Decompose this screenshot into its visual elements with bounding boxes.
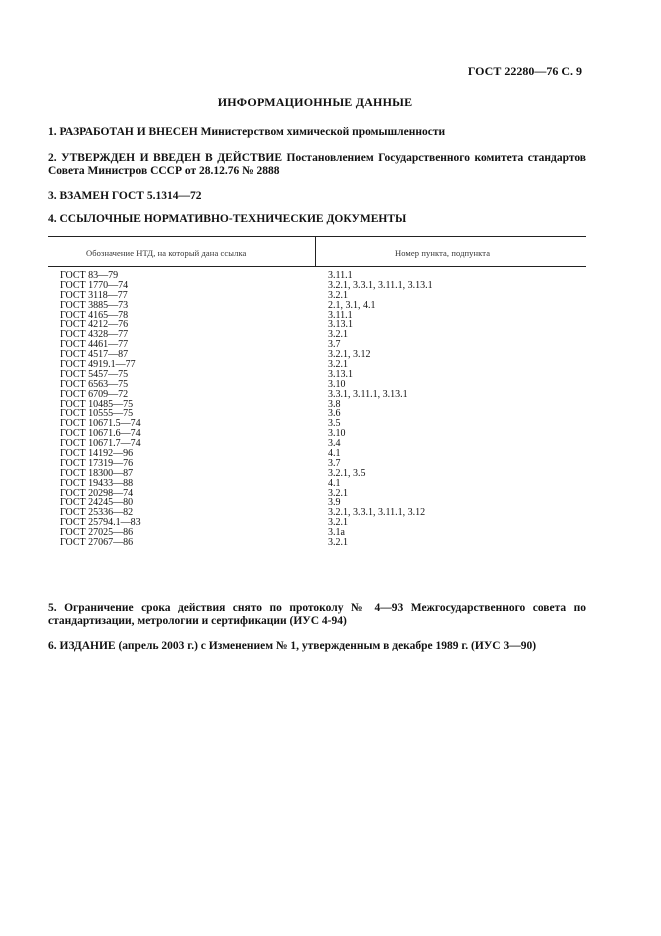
clause-cell: 3.2.1 (328, 359, 348, 371)
item-number: 6. (48, 640, 57, 652)
table-header-rule (48, 266, 586, 267)
document-cell: ГОСТ 25794.1—83 (60, 517, 141, 529)
table-top-rule (48, 236, 586, 237)
item-number: 3. (48, 190, 57, 202)
table-row (48, 301, 586, 311)
document-cell: ГОСТ 6563—75 (60, 378, 129, 390)
document-cell: ГОСТ 1770—74 (60, 279, 129, 291)
clause-cell: 3.2.1, 3.5 (328, 467, 366, 479)
table-row (48, 330, 586, 340)
clause-cell: 3.2.1 (328, 289, 348, 301)
clause-cell: 3.13.1 (328, 368, 353, 380)
clause-cell: 3.13.1 (328, 319, 353, 331)
document-cell: ГОСТ 10671.7—74 (60, 438, 141, 450)
clause-cell: 3.2.1 (328, 537, 348, 549)
document-cell: ГОСТ 24245—80 (60, 497, 134, 509)
document-cell: ГОСТ 4461—77 (60, 339, 129, 351)
clause-cell: 3.11.1 (328, 270, 353, 281)
page-title: ИНФОРМАЦИОННЫЕ ДАННЫЕ (217, 95, 413, 109)
clause-cell: 4.1 (328, 477, 341, 489)
info-item-1 (48, 126, 586, 139)
table-row (48, 360, 586, 370)
document-cell: ГОСТ 25336—82 (60, 507, 134, 519)
item-text: УТВЕРЖДЕН И ВВЕДЕН В ДЕЙСТВИЕ Постановлением Государственного комитета стандартов Совета Министров СССР от 28.12.76 № 2888 (48, 152, 586, 177)
item-text: Ограничение срока действия снято по протоколу № 4—93 Межгосударственного совета по стандартизации, метрологии и сертификации (ИУС 4-94) (48, 602, 587, 627)
clause-cell: 2.1, 3.1, 4.1 (328, 299, 376, 311)
clause-cell: 3.2.1 (328, 487, 348, 499)
clause-cell: 3.3.1, 3.11.1, 3.13.1 (328, 388, 408, 400)
table-header-clause: Номер пункта, подпункта (395, 248, 491, 258)
clause-cell: 3.5 (328, 418, 341, 430)
info-item-4 (48, 213, 586, 226)
document-cell: ГОСТ 4328—77 (60, 329, 129, 341)
document-cell: ГОСТ 6709—72 (60, 388, 129, 400)
clause-cell: 3.2.1 (328, 517, 348, 529)
clause-cell: 3.2.1, 3.3.1, 3.11.1, 3.12 (328, 507, 426, 519)
item-number: 2. (48, 152, 57, 164)
table-row (48, 320, 586, 330)
info-item-3 (48, 190, 586, 203)
document-cell: ГОСТ 4212—76 (60, 319, 129, 331)
clause-cell: 3.7 (328, 457, 341, 469)
table-row (48, 370, 586, 380)
document-cell: ГОСТ 4919.1—77 (60, 359, 136, 371)
table-header-divider (315, 236, 316, 266)
document-cell: ГОСТ 20298—74 (60, 487, 134, 499)
info-item-2 (48, 152, 586, 178)
document-cell: ГОСТ 27025—86 (60, 527, 134, 539)
item-text: ССЫЛОЧНЫЕ НОРМАТИВНО-ТЕХНИЧЕСКИЕ ДОКУМЕНТЫ (59, 213, 407, 225)
document-cell: ГОСТ 83—79 (60, 270, 119, 281)
document-cell: ГОСТ 3118—77 (60, 289, 128, 301)
document-cell: ГОСТ 17319—76 (60, 457, 134, 469)
item-text: ИЗДАНИЕ (апрель 2003 г.) с Изменением № 1, утвержденным в декабре 1989 г. (ИУС 3—90) (59, 640, 537, 652)
clause-cell: 4.1 (328, 448, 341, 460)
table-row (48, 340, 586, 350)
document-cell: ГОСТ 19433—88 (60, 477, 134, 489)
clause-cell: 3.10 (328, 378, 346, 390)
table-row (48, 380, 586, 390)
item-number: 5. (48, 602, 57, 614)
document-cell: ГОСТ 10485—75 (60, 398, 134, 410)
clause-cell: 3.6 (328, 408, 341, 420)
document-cell: ГОСТ 27067—86 (60, 537, 134, 549)
document-cell: ГОСТ 10671.6—74 (60, 428, 141, 440)
clause-cell: 3.8 (328, 398, 341, 410)
clause-cell: 3.2.1 (328, 329, 348, 341)
table-row (48, 281, 586, 291)
info-item-6 (48, 640, 586, 653)
clause-cell: 3.10 (328, 428, 346, 440)
document-cell: ГОСТ 5457—75 (60, 368, 129, 380)
document-cell: ГОСТ 10555—75 (60, 408, 134, 420)
clause-cell: 3.11.1 (328, 309, 353, 321)
table-row (48, 291, 586, 301)
table-row (48, 271, 586, 281)
document-cell: ГОСТ 14192—96 (60, 448, 134, 460)
clause-cell: 3.9 (328, 497, 341, 509)
item-number: 1. (48, 126, 57, 138)
clause-cell: 3.7 (328, 339, 341, 351)
document-cell: ГОСТ 4517—87 (60, 349, 129, 361)
item-text: РАЗРАБОТАН И ВНЕСЕН Министерством химической промышленности (59, 126, 446, 138)
table-header-document: Обозначение НТД, на который дана ссылка (86, 248, 247, 258)
table-row (48, 538, 586, 548)
page-header: ГОСТ 22280—76 С. 9 (467, 64, 582, 78)
clause-cell: 3.1а (328, 527, 345, 539)
clause-cell: 3.2.1, 3.12 (328, 349, 371, 361)
table-row (48, 311, 586, 321)
document-cell: ГОСТ 3885—73 (60, 299, 129, 311)
document-cell: ГОСТ 4165—78 (60, 309, 129, 321)
document-cell: ГОСТ 10671.5—74 (60, 418, 141, 430)
item-number: 4. (48, 213, 57, 225)
info-item-5 (48, 602, 586, 628)
document-cell: ГОСТ 18300—87 (60, 467, 134, 479)
clause-cell: 3.4 (328, 438, 341, 450)
table-body (48, 271, 586, 548)
clause-cell: 3.2.1, 3.3.1, 3.11.1, 3.13.1 (328, 279, 433, 291)
item-text: ВЗАМЕН ГОСТ 5.1314—72 (59, 190, 202, 202)
